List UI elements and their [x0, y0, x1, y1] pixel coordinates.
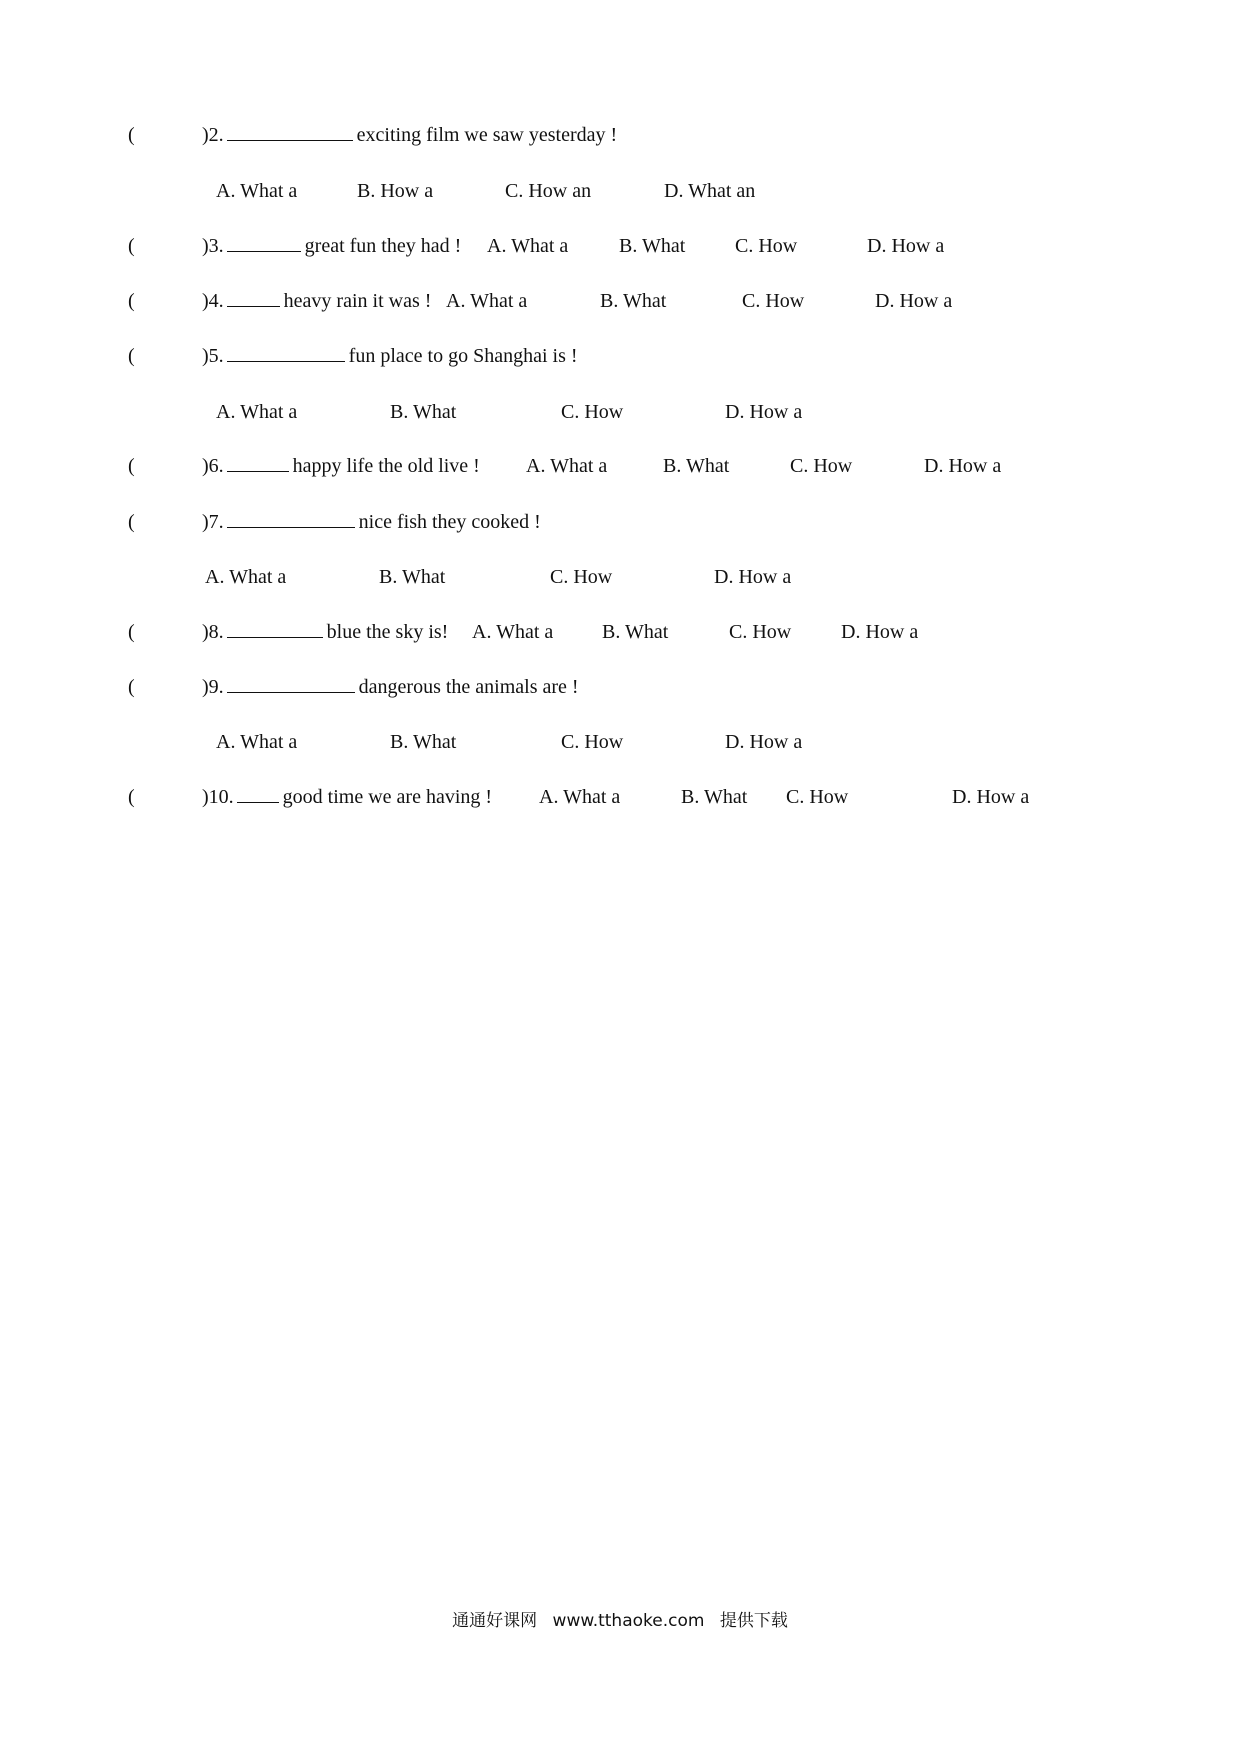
question-stem	[202, 507, 541, 537]
answer-paren: (	[128, 235, 135, 257]
option-b: B. What	[619, 235, 686, 257]
question-stem	[202, 617, 448, 647]
option-c: C. How	[790, 455, 853, 477]
options-5	[0, 397, 1240, 427]
question-number: )8.	[202, 621, 224, 643]
option-a: A. What a	[205, 566, 287, 588]
question-number: )10.	[202, 786, 234, 808]
option-b: B. What	[663, 455, 730, 477]
question-number: )3.	[202, 235, 224, 257]
option-c: C. How	[786, 786, 849, 808]
answer-paren: (	[128, 511, 135, 533]
option-b: B. What	[602, 621, 669, 643]
question-stem	[202, 782, 492, 812]
option-a: A. What a	[216, 731, 298, 753]
option-c: C. How	[735, 235, 798, 257]
answer-blank	[237, 784, 279, 803]
answer-paren: (	[128, 455, 135, 477]
question-number: )7.	[202, 511, 224, 533]
answer-paren: (	[128, 621, 135, 643]
options-9	[0, 727, 1240, 757]
question-stem	[202, 451, 480, 481]
option-a: A. What a	[472, 621, 554, 643]
option-b: B. What	[600, 290, 667, 312]
question-stem	[202, 341, 578, 371]
question-number: )5.	[202, 345, 224, 367]
option-c: C. How an	[505, 180, 592, 202]
page-footer	[0, 1606, 1240, 1631]
option-b: B. What	[379, 566, 446, 588]
question-text: exciting film we saw yesterday !	[356, 124, 618, 146]
option-c: C. How	[550, 566, 613, 588]
option-a: A. What a	[446, 290, 528, 312]
footer-site-name: 通通好课网	[452, 1611, 538, 1631]
option-b: B. What	[681, 786, 748, 808]
answer-blank	[227, 233, 301, 252]
answer-blank	[227, 674, 355, 693]
option-a: A. What a	[216, 180, 298, 202]
option-c: C. How	[729, 621, 792, 643]
answer-paren: (	[128, 290, 135, 312]
option-a: A. What a	[216, 401, 298, 423]
option-d: D. What an	[664, 180, 756, 202]
footer-suffix: 提供下载	[719, 1611, 788, 1631]
answer-paren: (	[128, 786, 135, 808]
question-stem	[202, 231, 461, 261]
question-text: dangerous the animals are !	[358, 676, 579, 698]
option-b: B. What	[390, 401, 457, 423]
question-text: fun place to go Shanghai is !	[348, 345, 578, 367]
question-stem	[202, 672, 579, 702]
question-text: good time we are having !	[282, 786, 493, 808]
option-c: C. How	[561, 731, 624, 753]
question-2	[0, 120, 1240, 150]
question-8	[0, 617, 1240, 647]
question-text: heavy rain it was !	[283, 290, 432, 312]
option-d: D. How a	[714, 566, 792, 588]
option-c: C. How	[742, 290, 805, 312]
answer-paren: (	[128, 676, 135, 698]
option-a: A. What a	[539, 786, 621, 808]
answer-paren: (	[128, 345, 135, 367]
answer-blank	[227, 343, 345, 362]
question-number: )6.	[202, 455, 224, 477]
options-2	[0, 176, 1240, 206]
options-7	[0, 562, 1240, 592]
question-6	[0, 451, 1240, 481]
question-7	[0, 507, 1240, 537]
question-9	[0, 672, 1240, 702]
answer-blank	[227, 453, 289, 472]
option-d: D. How a	[875, 290, 953, 312]
option-d: D. How a	[725, 731, 803, 753]
answer-paren: (	[128, 124, 135, 146]
answer-blank	[227, 122, 353, 141]
answer-blank	[227, 619, 323, 638]
question-10	[0, 782, 1240, 812]
option-d: D. How a	[841, 621, 919, 643]
question-number: )4.	[202, 290, 224, 312]
option-d: D. How a	[924, 455, 1002, 477]
option-d: D. How a	[725, 401, 803, 423]
question-3	[0, 231, 1240, 261]
option-a: A. What a	[487, 235, 569, 257]
option-a: A. What a	[526, 455, 608, 477]
answer-blank	[227, 509, 355, 528]
question-text: great fun they had !	[304, 235, 462, 257]
question-number: )9.	[202, 676, 224, 698]
question-5	[0, 341, 1240, 371]
question-text: happy life the old live !	[292, 455, 480, 477]
footer-url[interactable]: www.tthaoke.com	[552, 1611, 705, 1631]
question-text: nice fish they cooked !	[358, 511, 541, 533]
question-number: )2.	[202, 124, 224, 146]
option-b: B. How a	[357, 180, 434, 202]
option-d: D. How a	[867, 235, 945, 257]
question-4-option-a	[0, 286, 1240, 316]
option-c: C. How	[561, 401, 624, 423]
option-b: B. What	[390, 731, 457, 753]
option-d: D. How a	[952, 786, 1030, 808]
question-stem	[202, 120, 617, 150]
question-text: blue the sky is!	[326, 621, 449, 643]
